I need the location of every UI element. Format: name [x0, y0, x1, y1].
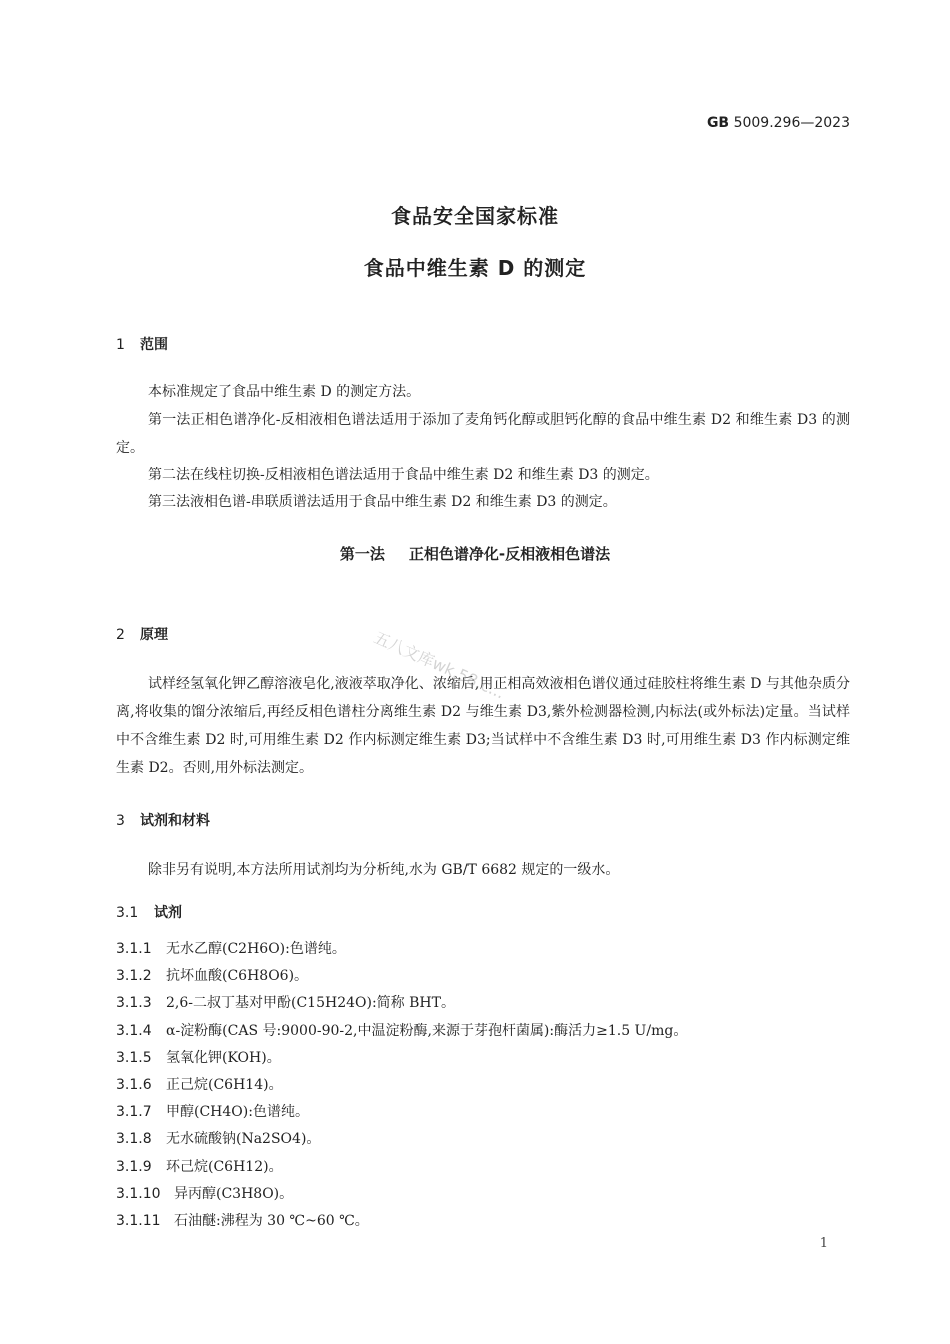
list-item: 3.1.1 无水乙醇(C2H6O):色谱纯。	[116, 941, 346, 957]
section-1-para-4: 第三法液相色谱-串联质谱法适用于食品中维生素 D2 和维生素 D3 的测定。	[148, 494, 617, 510]
section-title: 试剂和材料	[140, 813, 210, 829]
section-number: 1	[116, 337, 125, 353]
section-1-para-3: 第二法在线柱切换-反相液相色谱法适用于食品中维生素 D2 和维生素 D3 的测定。	[148, 467, 659, 483]
list-item: 3.1.8 无水硫酸钠(Na2SO4)。	[116, 1131, 321, 1148]
list-item: 3.1.4 α-淀粉酶(CAS 号:9000-90-2,中温淀粉酶,来源于芽孢杆菌属):酶活力≥1.5 U/mg。	[116, 1022, 688, 1039]
page-number: 1	[819, 1236, 828, 1251]
document-title: 食品安全国家标准	[391, 204, 559, 228]
list-item: 3.1.3 2,6-二叔丁基对甲酚(C15H24O):简称 BHT。	[116, 995, 455, 1012]
document-subtitle: 食品中维生素 D 的测定	[363, 256, 587, 280]
section-3-1-heading	[116, 902, 182, 922]
list-item: 3.1.2 抗坏血酸(C6H8O6)。	[116, 968, 309, 985]
section-title: 范围	[140, 337, 168, 353]
section-number: 3	[116, 813, 125, 829]
section-2-para-1: 试样经氢氧化钾乙醇溶液皂化,液液萃取净化、浓缩后,用正相高效液相色谱仪通过硅胶柱将维生素 D 与其他杂质分离,将收集的馏分浓缩后,再经反相色谱柱分离维生素 D2 与维生素 D3,紫外检测器检测,内标法(或外标法)定量。当试样中不含维生素 D2 时,可用维生素 D2 作内标测定维生素 D3;当试样中不含维生素 D3 时,可用维生素 D3 作内标测定维生素 D2。否则,用外标法测定。	[116, 676, 850, 776]
list-item: 3.1.11 石油醚:沸程为 30 ℃~60 ℃。	[116, 1212, 369, 1229]
list-item: 3.1.5 氢氧化钾(KOH)。	[116, 1049, 281, 1066]
reagent-list	[116, 936, 850, 1235]
section-2-heading	[116, 624, 168, 644]
list-item: 3.1.9 环己烷(C6H12)。	[116, 1158, 283, 1175]
standard-prefix: GB	[706, 115, 730, 131]
list-item: 3.1.6 正己烷(C6H14)。	[116, 1076, 283, 1093]
section-1-para-2: 第一法正相色谱净化-反相液相色谱法适用于添加了麦角钙化醇或胆钙化醇的食品中维生素 D2 和维生素 D3 的测定。	[116, 412, 850, 456]
method-label: 第一法	[339, 545, 385, 563]
method-1-heading	[0, 543, 950, 564]
section-number: 2	[116, 627, 125, 643]
section-1-heading	[116, 334, 168, 354]
standard-number: 5009.296—2023	[733, 115, 850, 131]
section-title: 原理	[140, 627, 168, 643]
section-3-para-1: 除非另有说明,本方法所用试剂均为分析纯,水为 GB/T 6682 规定的一级水。	[148, 862, 620, 878]
section-3-heading	[116, 810, 210, 830]
watermark: 五八文库wk.58.c...	[371, 627, 508, 703]
section-title: 试剂	[154, 905, 182, 921]
section-1-para-1: 本标准规定了食品中维生素 D 的测定方法。	[148, 384, 421, 400]
list-item: 3.1.10 异丙醇(C3H8O)。	[116, 1185, 294, 1202]
method-name: 正相色谱净化-反相液相色谱法	[408, 545, 611, 563]
list-item: 3.1.7 甲醇(CH4O):色谱纯。	[116, 1104, 309, 1121]
standard-code	[707, 115, 850, 131]
section-number: 3.1	[116, 905, 139, 921]
